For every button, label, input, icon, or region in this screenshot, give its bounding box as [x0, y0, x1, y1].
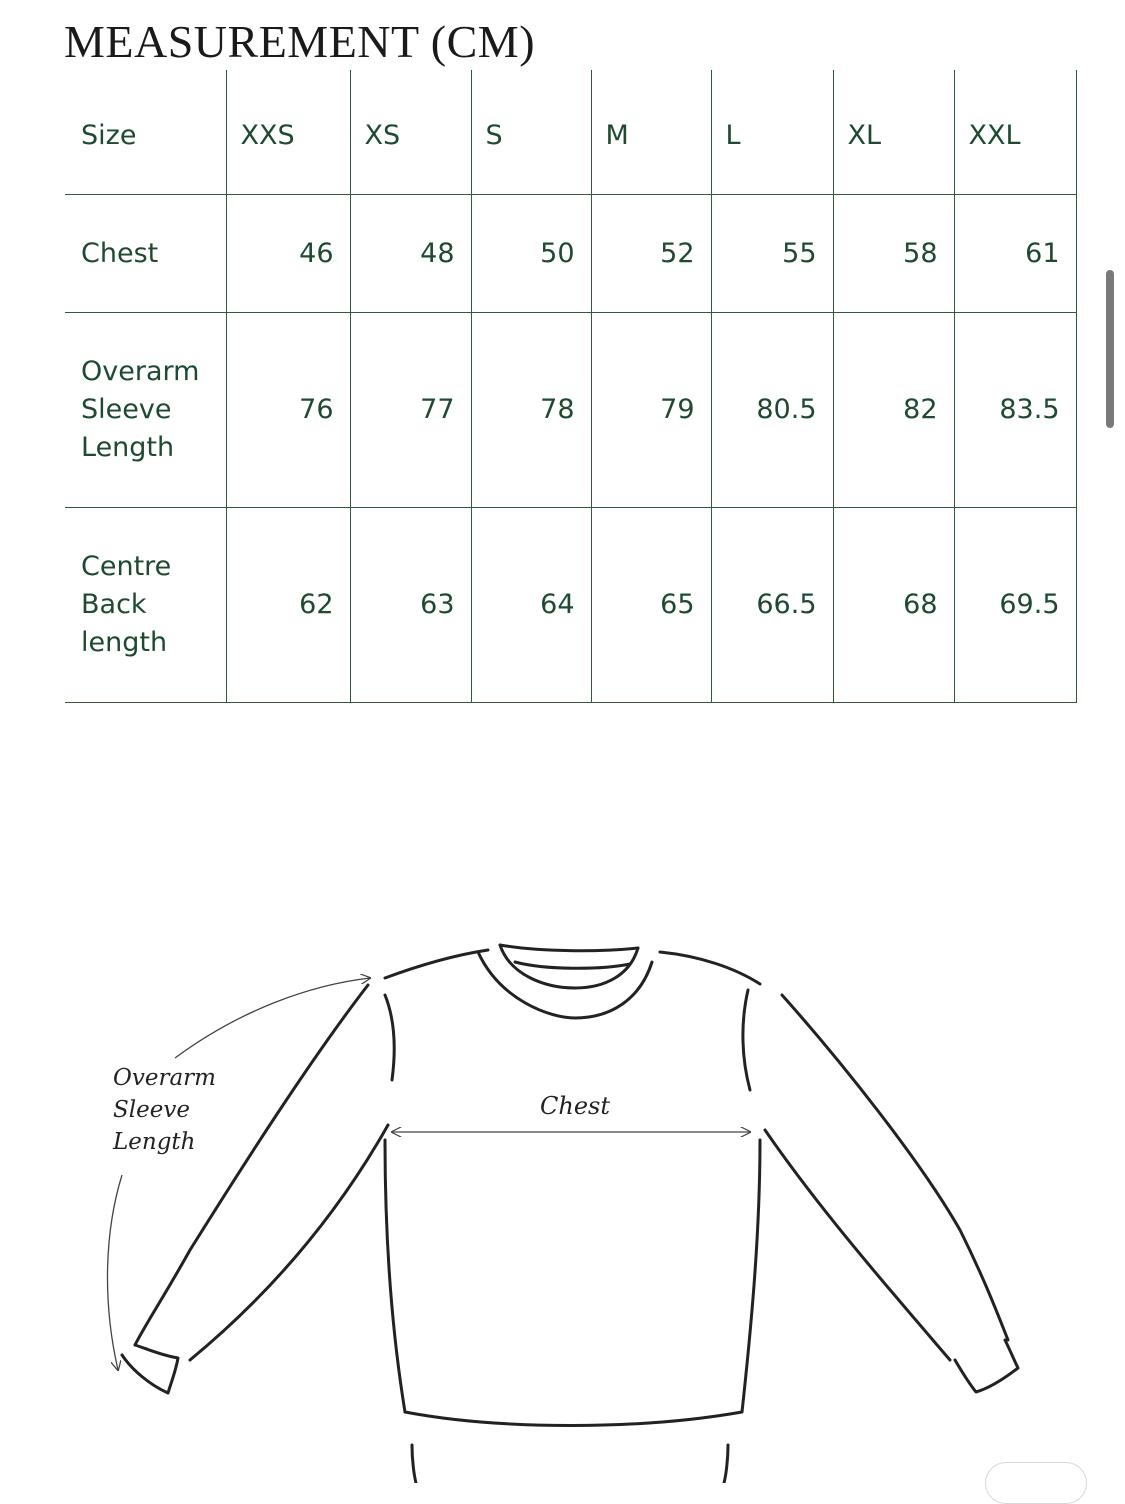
- table-cell: 78: [471, 313, 591, 508]
- row-label-line: Chest: [81, 237, 159, 269]
- table-cell: 66.5: [711, 508, 833, 703]
- row-label-line: Overarm: [81, 356, 200, 387]
- sleeve-label-line: Sleeve: [113, 1097, 190, 1123]
- row-label-line: Sleeve: [81, 394, 172, 425]
- table-cell: 46: [226, 195, 350, 313]
- scrollbar-thumb[interactable]: [1106, 270, 1114, 428]
- size-column-header: XS: [350, 70, 471, 195]
- row-label-line: length: [81, 627, 168, 658]
- table-cell: 69.5: [954, 508, 1076, 703]
- sweater-outline-icon: [122, 945, 1018, 1483]
- size-column-header: L: [711, 70, 833, 195]
- table-cell: 82: [833, 313, 954, 508]
- chest-label: Chest: [540, 1092, 610, 1120]
- sweater-diagram: [0, 900, 1125, 1483]
- table-cell: 50: [471, 195, 591, 313]
- table-cell: 55: [711, 195, 833, 313]
- table-cell: 63: [350, 508, 471, 703]
- row-label-sleeve: [65, 313, 226, 508]
- table-cell: 61: [954, 195, 1076, 313]
- table-cell: 58: [833, 195, 954, 313]
- table-cell: 77: [350, 313, 471, 508]
- floating-button-edge[interactable]: [985, 1462, 1087, 1504]
- table-cell: 64: [471, 508, 591, 703]
- sleeve-label-line: Overarm: [113, 1065, 216, 1091]
- table-row-sleeve: [65, 313, 1076, 508]
- table-cell: 52: [591, 195, 711, 313]
- size-column-header: M: [591, 70, 711, 195]
- table-cell: 68: [833, 508, 954, 703]
- size-column-header: S: [471, 70, 591, 195]
- sleeve-measure-arrow-bottom: [107, 1175, 122, 1370]
- page-title: MEASUREMENT (CM): [64, 16, 536, 67]
- size-header: Size: [65, 70, 226, 195]
- row-label-back-length: [65, 508, 226, 703]
- size-column-header: XXS: [226, 70, 350, 195]
- table-cell: 62: [226, 508, 350, 703]
- table-cell: 79: [591, 313, 711, 508]
- row-label-line: Back: [81, 589, 147, 620]
- table-row-back-length: [65, 508, 1076, 703]
- table-cell: 76: [226, 313, 350, 508]
- table-cell: 65: [591, 508, 711, 703]
- size-column-header: XXL: [954, 70, 1076, 195]
- table-header-row: [65, 70, 1076, 195]
- table-row-chest: [65, 195, 1076, 313]
- table-cell: 83.5: [954, 313, 1076, 508]
- sleeve-label-line: Length: [113, 1129, 196, 1155]
- row-label-line: Length: [81, 432, 175, 463]
- row-label-line: Centre: [81, 551, 172, 582]
- table-cell: 80.5: [711, 313, 833, 508]
- size-column-header: XL: [833, 70, 954, 195]
- measurement-table: [65, 70, 1077, 703]
- row-label-chest: [65, 195, 226, 313]
- sleeve-measure-arrow-top: [175, 978, 370, 1058]
- table-cell: 48: [350, 195, 471, 313]
